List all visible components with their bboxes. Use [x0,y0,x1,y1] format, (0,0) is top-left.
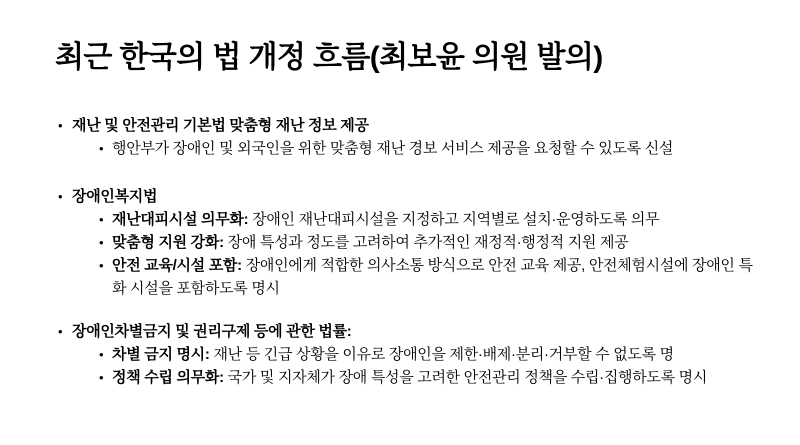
bullet-icon: • [58,118,63,133]
item-body: 행안부가 장애인 및 외국인을 위한 맞춤형 재난 경보 서비스 제공을 요청할 수 있도록 신설 [112,140,674,157]
list-item-text [112,257,753,297]
item-body: 장애인에게 적합한 의사소통 방식으로 안전 교육 제공, 안전체험시설에 장애인 특화 시설을 포함하도록 명시 [112,257,753,297]
bullet-icon: • [99,141,104,156]
item-label: 재난대피시설 의무화: [112,211,249,228]
list-item [55,137,755,160]
bullet-icon: • [99,235,104,250]
item-label: 정책 수립 의무화: [112,369,224,386]
list-item [55,231,755,254]
bullet-icon: • [58,324,63,339]
list-item-text [112,234,628,251]
bullet-icon: • [99,370,104,385]
list-item-text [112,369,707,386]
bullet-icon: • [58,189,63,204]
item-label: 차별 금지 명시: [112,346,210,363]
section-heading [55,114,755,137]
section-heading-text: 장애인차별금지 및 권리구제 등에 관한 법률: [72,323,352,340]
item-body: 장애인 재난대피시설을 지정하고 지역별로 설치·운영하도록 의무 [248,211,660,228]
item-label: 안전 교육/시설 포함: [112,257,242,274]
list-item [55,366,755,389]
bullet-icon: • [99,347,104,362]
section-disabled-welfare-act [55,185,755,300]
item-body: 국가 및 지자체가 장애 특성을 고려한 안전관리 정책을 수립·집행하도록 명시 [223,369,708,386]
slide-title: 최근 한국의 법 개정 흐름(최보윤 의원 발의) [55,41,603,74]
list-item-text [112,346,674,363]
list-item [55,254,755,300]
list-item-text [112,140,673,157]
list-item [55,208,755,231]
section-heading [55,185,755,208]
section-heading [55,320,755,343]
list-item-text [112,211,659,228]
section-disaster-safety-act [55,114,755,160]
item-body: 재난 등 긴급 상황을 이유로 장애인을 제한·배제·분리·거부할 수 없도록 명 [209,346,674,363]
item-body: 장애 특성과 정도를 고려하여 추가적인 재정적·행정적 지원 제공 [223,234,629,251]
section-anti-discrimination-act [55,320,755,389]
bullet-icon: • [99,212,104,227]
bullet-icon: • [99,258,104,273]
section-heading-text: 재난 및 안전관리 기본법 맞춤형 재난 정보 제공 [72,117,369,134]
item-label: 맞춤형 지원 강화: [112,234,224,251]
section-heading-text: 장애인복지법 [72,188,158,205]
list-item [55,343,755,366]
